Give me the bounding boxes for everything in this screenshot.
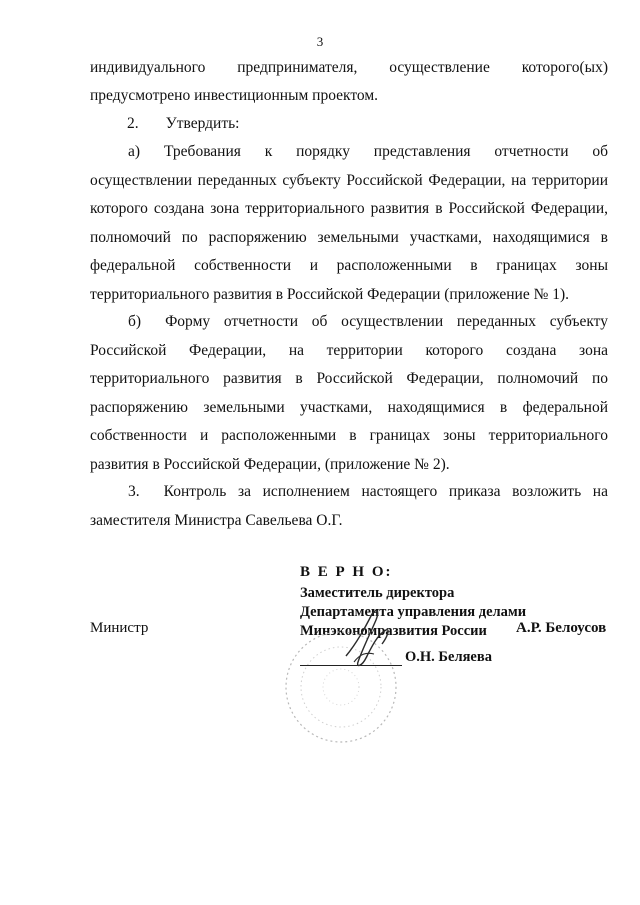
paragraph-a bbox=[90, 138, 608, 309]
paragraph-b-text: Форму отчетности об осуществлении переданных субъекту Российской Федерации, на территории которого создана зона территориального развития в Российской Федерации, полномочий по распоряжению земельными участками, находящимися в федеральной собственности и расположенными в границах зоны территориального развития в Российской Федерации, (приложение № 2). bbox=[90, 313, 608, 473]
verno-title: В Е Р Н О: bbox=[300, 564, 393, 580]
word: которого(ых) bbox=[521, 59, 609, 76]
paragraph-continuation-line-2: предусмотрено инвестиционным проектом. bbox=[90, 87, 379, 104]
page-number: 3 bbox=[316, 34, 324, 49]
paragraph-3 bbox=[90, 478, 608, 535]
paragraph-continuation-line-1 bbox=[90, 54, 608, 83]
item-2-approve: 2. Утвердить: bbox=[127, 115, 240, 132]
minister-label: Министр bbox=[90, 620, 149, 636]
minister-name: А.Р. Белоусов bbox=[516, 620, 607, 636]
paragraph-3-text: Контроль за исполнением настоящего приказа возложить на заместителя Министра Савельева О.Г. bbox=[90, 483, 608, 529]
paragraph-a-text: Требования к порядку представления отчетности об осуществлении переданных субъекту Российской Федерации, на территории которого создана зона территориального развития в Российской Федерации, полномочий по распоряжению земельными участками, находящимися в федеральной собственности и расположенными в границах зоны территориального развития в Российской Федерации (приложение № 1). bbox=[90, 143, 608, 303]
certifier-ministry: Минэкономразвития России bbox=[300, 623, 487, 639]
word: осуществление bbox=[389, 59, 490, 76]
certifier-name: О.Н. Беляева bbox=[405, 649, 492, 665]
paragraph-3-marker: 3. bbox=[128, 483, 140, 500]
certifier-position: Заместитель директора bbox=[300, 585, 455, 601]
certifier-department: Департамента управления делами bbox=[300, 604, 527, 620]
paragraph-a-marker: а) bbox=[128, 143, 141, 160]
word: индивидуального bbox=[90, 59, 206, 76]
word: предпринимателя, bbox=[237, 59, 358, 76]
paragraph-b-marker: б) bbox=[128, 313, 142, 330]
paragraph-b bbox=[90, 308, 608, 479]
